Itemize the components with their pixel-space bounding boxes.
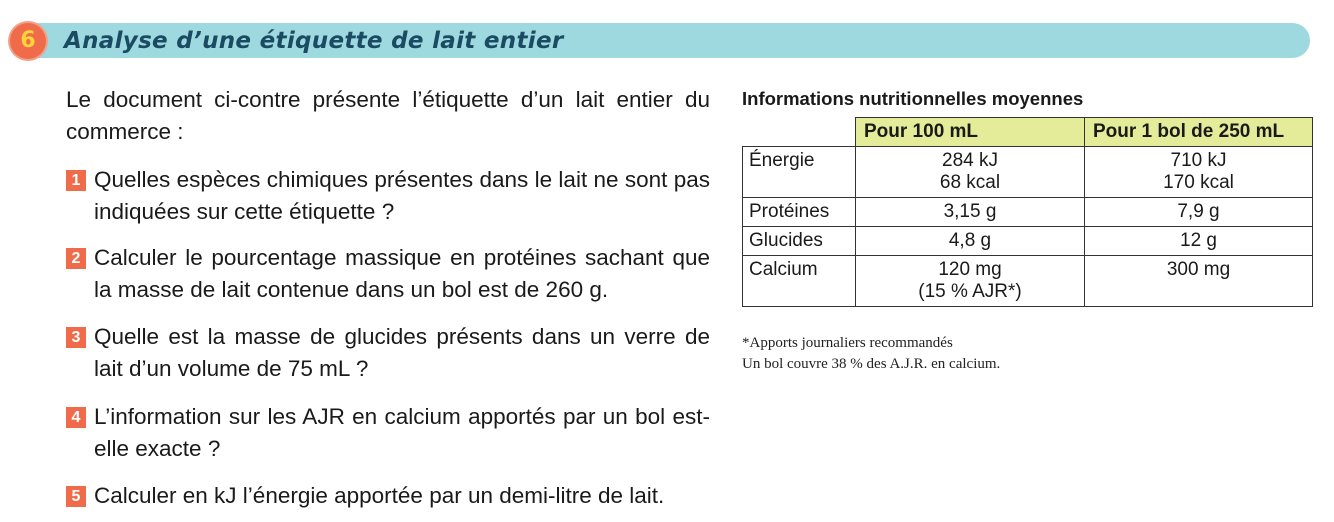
question-2 bbox=[66, 242, 710, 306]
question-text: Calculer en kJ l’énergie apportée par un demi-litre de lait. bbox=[94, 483, 665, 508]
cell-line: 710 kJ bbox=[1170, 150, 1227, 171]
cell-line: 120 mg bbox=[938, 259, 1002, 280]
question-3 bbox=[66, 321, 710, 385]
row-label-proteines: Protéines bbox=[743, 198, 856, 227]
question-1 bbox=[66, 164, 710, 228]
question-text: Calculer le pourcentage massique en protéines sachant que la masse de lait contenue dans un bol est de 260 g. bbox=[94, 245, 710, 302]
question-number-badge: 2 bbox=[66, 248, 86, 269]
cell-line: (15 % AJR*) bbox=[918, 281, 1022, 302]
cell-proteines-per-bowl: 7,9 g bbox=[1085, 198, 1313, 227]
question-number-badge: 5 bbox=[66, 486, 86, 507]
table-header-row bbox=[743, 118, 1313, 147]
exercise-title: Analyse d’une étiquette de lait entier bbox=[64, 28, 564, 54]
question-text: L’information sur les AJR en calcium apportés par un bol est-elle exacte ? bbox=[94, 404, 710, 461]
nutrition-table bbox=[742, 117, 1313, 307]
footnote-calcium: Un bol couvre 38 % des A.J.R. en calcium. bbox=[742, 356, 1001, 372]
row-label-calcium: Calcium bbox=[743, 256, 856, 307]
cell-line: 170 kcal bbox=[1163, 172, 1234, 193]
cell-energie-per-100ml bbox=[856, 147, 1085, 198]
table-row bbox=[743, 147, 1313, 198]
cell-line: 68 kcal bbox=[939, 172, 1001, 193]
question-text: Quelle est la masse de glucides présents dans un verre de lait d’un volume de 75 mL ? bbox=[94, 324, 710, 381]
cell-calcium-per-bowl: 300 mg bbox=[1085, 256, 1313, 307]
question-number-badge: 1 bbox=[66, 170, 86, 191]
column-header-per-bowl: Pour 1 bol de 250 mL bbox=[1085, 118, 1313, 147]
table-row bbox=[743, 256, 1313, 307]
table-footnotes bbox=[742, 333, 1000, 375]
nutrition-table-caption: Informations nutritionnelles moyennes bbox=[742, 88, 1084, 109]
table-row bbox=[743, 198, 1313, 227]
cell-glucides-per-100ml: 4,8 g bbox=[856, 227, 1085, 256]
exercise-number-badge: 6 bbox=[10, 23, 46, 59]
table-row bbox=[743, 227, 1313, 256]
intro-text: Le document ci-contre présente l’étiquette d’un lait entier du commerce : bbox=[66, 87, 710, 144]
cell-glucides-per-bowl: 12 g bbox=[1085, 227, 1313, 256]
footnote-ajr: *Apports journaliers recommandés bbox=[742, 335, 953, 351]
cell-energie-per-bowl bbox=[1085, 147, 1313, 198]
question-4 bbox=[66, 401, 710, 465]
table-corner-cell bbox=[743, 118, 856, 147]
question-5 bbox=[66, 480, 710, 512]
question-text: Quelles espèces chimiques présentes dans le lait ne sont pas indiquées sur cette étiquette ? bbox=[94, 167, 710, 224]
question-number-badge: 3 bbox=[66, 327, 86, 348]
cell-calcium-per-100ml bbox=[856, 256, 1085, 307]
row-label-energie: Énergie bbox=[743, 147, 856, 198]
question-number-badge: 4 bbox=[66, 407, 86, 428]
cell-line: 284 kJ bbox=[942, 150, 998, 171]
column-header-per-100ml: Pour 100 mL bbox=[856, 118, 1085, 147]
cell-proteines-per-100ml: 3,15 g bbox=[856, 198, 1085, 227]
row-label-glucides: Glucides bbox=[743, 227, 856, 256]
